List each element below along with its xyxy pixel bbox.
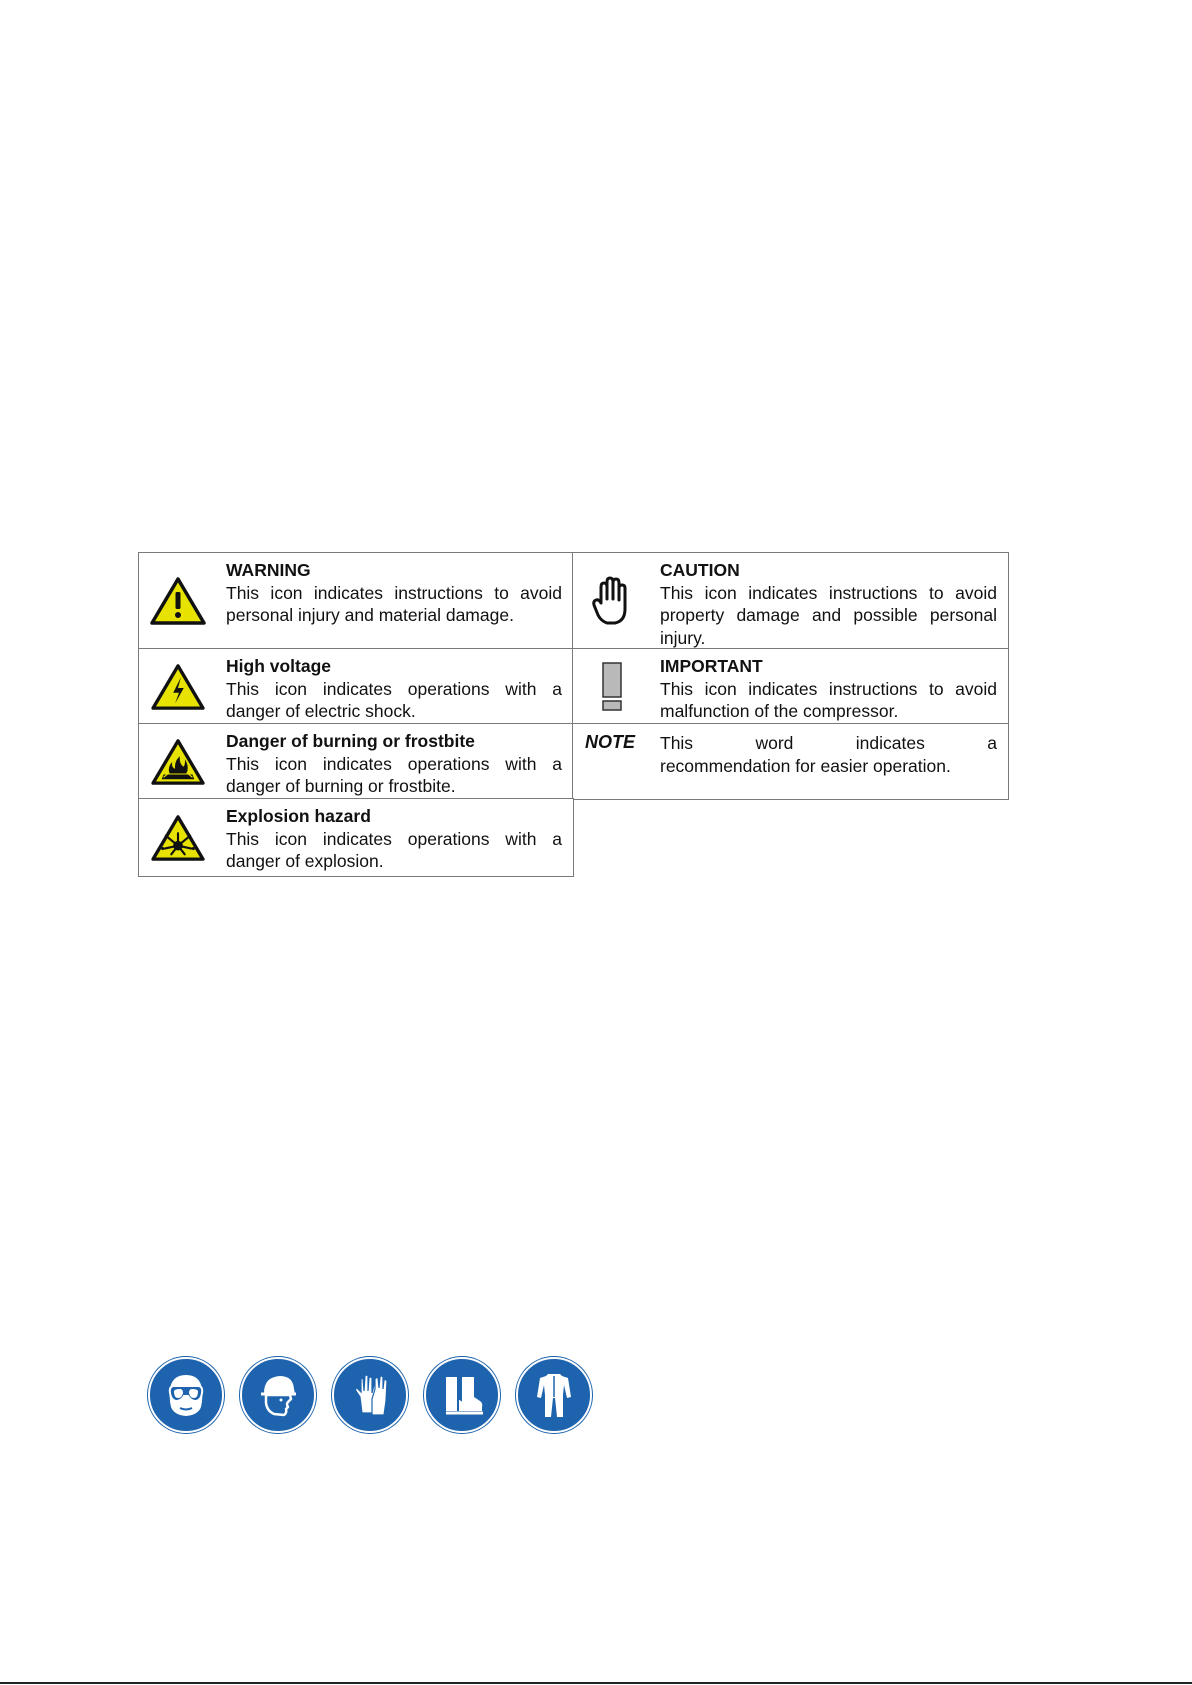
burning-title: Danger of burning or frostbite <box>226 731 475 751</box>
safety-boots-icon <box>434 1367 490 1423</box>
legend-cell-explosion <box>138 798 574 877</box>
protective-gloves-sign <box>332 1357 408 1433</box>
safety-goggles-sign <box>148 1357 224 1433</box>
safety-symbols-legend <box>138 552 1009 877</box>
legend-cell-burning-frostbite <box>138 723 574 800</box>
note-word-3: indicates <box>855 733 925 753</box>
ppe-signs-row <box>148 1357 592 1433</box>
safety-boots-sign <box>424 1357 500 1433</box>
high-voltage-description: This icon indicates operations with a danger of electric shock. <box>226 678 562 721</box>
high-voltage-title: High voltage <box>226 656 332 676</box>
high-voltage-triangle-icon <box>150 663 206 711</box>
legend-cell-important <box>572 648 1009 725</box>
exclamation-bar-icon <box>600 661 624 713</box>
important-title: IMPORTANT <box>660 656 763 676</box>
hard-hat-icon <box>250 1367 306 1423</box>
note-word: NOTE <box>585 732 636 752</box>
caution-description: This icon indicates instructions to avoid property damage and possible personal injury. <box>660 582 997 648</box>
protective-suit-icon <box>526 1367 582 1423</box>
page-bottom-rule <box>0 1682 1192 1684</box>
note-word-4: a <box>987 733 997 753</box>
explosion-title: Explosion hazard <box>226 806 371 826</box>
note-word-1: This <box>660 733 694 753</box>
explosion-triangle-icon <box>150 814 206 862</box>
legend-cell-warning <box>138 552 574 650</box>
warning-title: WARNING <box>226 560 311 580</box>
protective-gloves-icon <box>342 1367 398 1423</box>
protective-suit-sign <box>516 1357 592 1433</box>
burning-frostbite-triangle-icon <box>150 738 206 786</box>
caution-title: CAUTION <box>660 560 740 580</box>
explosion-description: This icon indicates operations with a danger of explosion. <box>226 828 562 871</box>
legend-cell-caution <box>572 552 1009 650</box>
raised-hand-icon <box>589 575 635 627</box>
warning-triangle-icon <box>149 576 207 626</box>
safety-goggles-icon <box>158 1367 214 1423</box>
important-description: This icon indicates instructions to avoid malfunction of the compressor. <box>660 678 997 721</box>
note-description <box>660 732 997 778</box>
note-line-2: recommendation for easier operation. <box>660 756 951 776</box>
burning-description: This icon indicates operations with a danger of burning or frostbite. <box>226 753 562 796</box>
warning-description: This icon indicates instructions to avoid personal injury and material damage. <box>226 582 562 625</box>
legend-cell-high-voltage <box>138 648 574 725</box>
legend-cell-note <box>572 723 1009 800</box>
hard-hat-sign <box>240 1357 316 1433</box>
note-word-2: word <box>755 733 794 753</box>
